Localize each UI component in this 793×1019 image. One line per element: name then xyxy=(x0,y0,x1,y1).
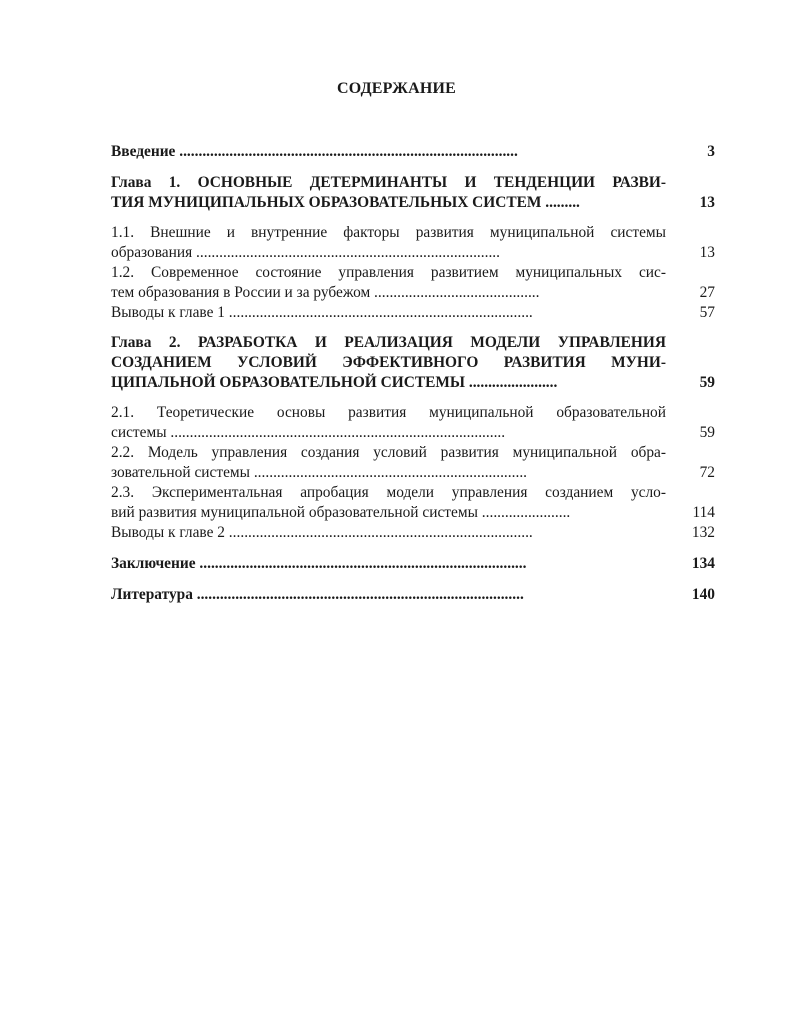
toc-entry-line xyxy=(111,523,715,543)
toc-page-number: 3 xyxy=(707,143,715,160)
toc-spacer xyxy=(111,213,715,223)
toc-entry-text: Заключение ..................................................................................... xyxy=(111,555,527,572)
toc-page-number: 13 xyxy=(699,194,715,211)
toc-entry-line xyxy=(111,333,715,353)
toc-entry-line xyxy=(111,423,715,443)
toc-entry-line xyxy=(111,443,715,463)
toc-entry-text: 2.3. Экспериментальная апробация модели управления созданием усло- xyxy=(111,484,666,501)
toc-entry-line xyxy=(111,373,715,393)
toc-page-number: 57 xyxy=(699,304,715,321)
toc-chapter-entry xyxy=(111,142,715,162)
toc-spacer xyxy=(111,574,715,585)
toc-section-entry xyxy=(111,523,715,543)
toc-page-number: 13 xyxy=(699,244,715,261)
toc-entry-text: Введение ........................................................................................ xyxy=(111,143,518,160)
toc-section-entry xyxy=(111,443,715,483)
toc-page-number: 114 xyxy=(692,504,715,521)
toc-page-number: 140 xyxy=(691,586,715,603)
toc-entry-text: образования ............................................................................... xyxy=(111,244,500,261)
toc-entry-text: 1.1. Внешние и внутренние факторы развития муниципальной системы xyxy=(111,224,666,241)
toc-entry-text: Выводы к главе 1 ............................................................................... xyxy=(111,304,533,321)
toc-section-entry xyxy=(111,223,715,263)
toc-page-number: 72 xyxy=(699,464,715,481)
toc-entry-line xyxy=(111,193,715,213)
toc-page-number: 27 xyxy=(699,284,715,301)
toc-page-number: 132 xyxy=(691,524,715,541)
toc-entry-line xyxy=(111,403,715,423)
toc-entry-text: 2.1. Теоретические основы развития муниципальной образовательной xyxy=(111,404,666,421)
toc-entry-text: системы ....................................................................................... xyxy=(111,424,506,441)
toc-entry-text: Выводы к главе 2 ............................................................................... xyxy=(111,524,533,541)
page-title: СОДЕРЖАНИЕ xyxy=(336,80,457,97)
toc-entry-line xyxy=(111,554,715,574)
toc-entry-text: Глава 2. РАЗРАБОТКА И РЕАЛИЗАЦИЯ МОДЕЛИ УПРАВЛЕНИЯ xyxy=(111,334,666,351)
toc-spacer xyxy=(111,323,715,333)
toc-entry-text: СОЗДАНИЕМ УСЛОВИЙ ЭФФЕКТИВНОГО РАЗВИТИЯ МУНИ- xyxy=(111,354,666,371)
toc-spacer xyxy=(111,543,715,554)
toc-entry-line xyxy=(111,173,715,193)
toc-section-entry xyxy=(111,483,715,523)
toc-section-entry xyxy=(111,403,715,443)
toc-entry-line xyxy=(111,223,715,243)
toc-entry-text: Литература ..................................................................................... xyxy=(111,586,524,603)
toc-entry-line xyxy=(111,463,715,483)
toc-entry-line xyxy=(111,353,715,373)
toc-entry-text: вий развития муниципальной образовательной системы ....................... xyxy=(111,504,571,521)
toc-entry-line xyxy=(111,503,715,523)
toc-entry-text: ТИЯ МУНИЦИПАЛЬНЫХ ОБРАЗОВАТЕЛЬНЫХ СИСТЕМ ......... xyxy=(111,194,580,211)
toc-section-entry xyxy=(111,263,715,303)
toc-chapter-entry xyxy=(111,333,715,393)
toc-page-number: 59 xyxy=(699,424,715,441)
toc-chapter-entry xyxy=(111,585,715,605)
toc-entry-text: ЦИПАЛЬНОЙ ОБРАЗОВАТЕЛЬНОЙ СИСТЕМЫ ....................... xyxy=(111,374,558,391)
toc-entry-line xyxy=(111,283,715,303)
toc-page-number: 134 xyxy=(691,555,715,572)
toc-entry-text: Глава 1. ОСНОВНЫЕ ДЕТЕРМИНАНТЫ И ТЕНДЕНЦИИ РАЗВИ- xyxy=(111,174,666,191)
toc-entry-text: 2.2. Модель управления создания условий развития муниципальной обра- xyxy=(111,444,666,461)
toc-entry-text: зовательной системы ....................................................................... xyxy=(111,464,528,481)
toc-entry-line xyxy=(111,483,715,503)
toc-spacer xyxy=(111,162,715,173)
toc-entry-line xyxy=(111,303,715,323)
toc-entry-line xyxy=(111,263,715,283)
table-of-contents xyxy=(111,142,715,605)
toc-page-number: 59 xyxy=(699,374,715,391)
toc-spacer xyxy=(111,393,715,403)
toc-entry-line xyxy=(111,142,715,162)
toc-entry-text: тем образования в России и за рубежом ........................................... xyxy=(111,284,540,301)
toc-chapter-entry xyxy=(111,554,715,574)
toc-chapter-entry xyxy=(111,173,715,213)
toc-section-entry xyxy=(111,303,715,323)
toc-entry-line xyxy=(111,243,715,263)
toc-entry-line xyxy=(111,585,715,605)
toc-entry-text: 1.2. Современное состояние управления развитием муниципальных сис- xyxy=(111,264,666,281)
